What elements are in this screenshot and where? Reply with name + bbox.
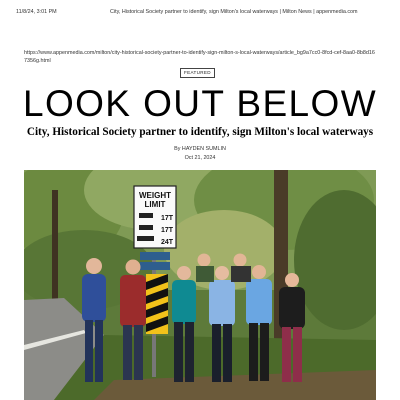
sign-row-1-text: 17T — [160, 215, 173, 222]
sign-row-3-text: 24T — [160, 239, 173, 246]
article-photo — [24, 170, 376, 400]
article-headline: LOOK OUT BELOW — [22, 83, 378, 124]
featured-badge: FEATURED — [180, 68, 215, 78]
sign-limit-text: LIMIT — [144, 200, 166, 209]
print-datetime: 11/8/24, 3:01 PM — [16, 9, 57, 15]
article-date: Oct 21, 2024 — [184, 155, 216, 161]
photo-illustration — [24, 170, 376, 400]
article-subheadline: City, Historical Society partner to identify, sign Milton's local waterways — [26, 126, 374, 138]
article-byline: By HAYDEN SUMLIN — [174, 146, 226, 152]
sign-row-2-text: 17T — [160, 227, 173, 234]
sign-weight-text: WEIGHT — [139, 191, 171, 200]
print-page-title: City, Historical Society partner to identify, sign Milton's local waterways | Milton News | appenmedia.com — [110, 9, 358, 15]
print-header — [0, 0, 400, 24]
article-url-link[interactable]: https://www.appenmedia.com/milton/city-historical-society-partner-to-identify-sign-milton-s-local-waterways/article_bg9a7cc0-8fcd-cef-8aa0-8b8d167356g.html — [24, 50, 375, 64]
